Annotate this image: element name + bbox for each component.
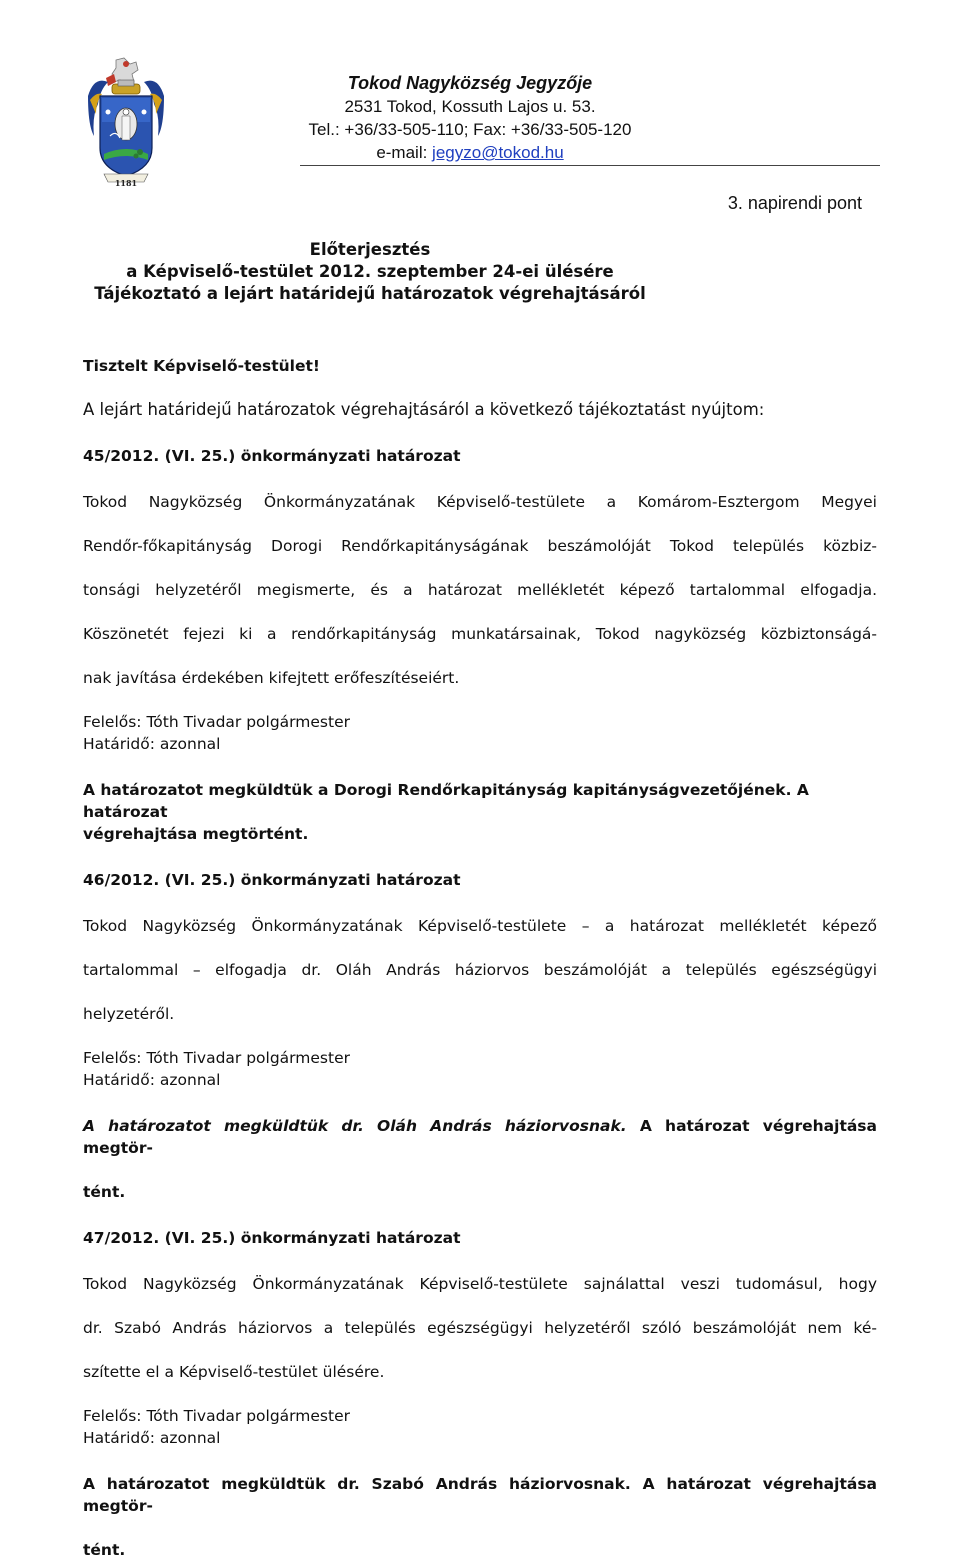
document-body xyxy=(83,355,877,1561)
document-subject: Tájékoztató a lejárt határidejű határozatok végrehajtásáról xyxy=(94,284,646,303)
greeting: Tisztelt Képviselő-testület! xyxy=(83,357,320,375)
meeting-reference: a Képviselő-testület 2012. szeptember 24-ei ülésére xyxy=(126,262,614,281)
resolution-heading: 45/2012. (VI. 25.) önkormányzati határozat xyxy=(83,447,461,465)
resolution-47 xyxy=(83,1227,877,1561)
issuer-phone-fax: Tel.: +36/33-505-110; Fax: +36/33-505-120 xyxy=(308,120,632,139)
resolution-line: tonsági helyzetéről megismerte, és a határozat mellékletét képező tartalommal elfogadja. xyxy=(83,581,877,599)
resolution-line: Tokod Nagyközség Önkormányzatának Képviselő-testülete sajnálattal veszi tudomásul, hogy xyxy=(83,1275,877,1293)
resolution-line: Rendőr-főkapitányság Dorogi Rendőrkapitányságának beszámolóját Tokod település közbiz- xyxy=(83,537,877,555)
outcome-rest: A határozat végrehajtása megtör- xyxy=(83,1117,877,1157)
resolution-line: helyzetéről. xyxy=(83,1005,175,1023)
deadline: Határidő: azonnal xyxy=(83,1429,221,1447)
email-label: e-mail: xyxy=(376,143,433,162)
municipal-crest-logo xyxy=(86,56,166,190)
crest-icon xyxy=(86,56,166,190)
resolution-46 xyxy=(83,869,877,1203)
resolution-45 xyxy=(83,445,877,845)
resolution-heading: 47/2012. (VI. 25.) önkormányzati határozat xyxy=(83,1229,461,1247)
deadline: Határidő: azonnal xyxy=(83,735,221,753)
outcome-italic: A határozatot megküldtük dr. Oláh András háziorvosnak. xyxy=(83,1117,627,1135)
agenda-item-label: 3. napirendi pont xyxy=(727,193,862,213)
outcome-line: A határozatot megküldtük a Dorogi Rendőrkapitányság kapitányságvezetőjének. A határozat xyxy=(83,781,809,821)
intro-paragraph: A lejárt határidejű határozatok végrehajtásáról a következő tájékoztatást nyújtom: xyxy=(83,400,765,419)
email-link[interactable]: jegyzo@tokod.hu xyxy=(432,143,564,162)
resolution-line: nak javítása érdekében kifejtett erőfeszítéseiért. xyxy=(83,669,460,687)
resolution-line: Köszönetét fejezi ki a rendőrkapitányság munkatársainak, Tokod nagyközség közbiztonságá- xyxy=(83,625,877,643)
resolution-line: Tokod Nagyközség Önkormányzatának Képviselő-testülete a Komárom-Esztergom Megyei xyxy=(83,493,877,511)
outcome-line: végrehajtása megtörtént. xyxy=(83,825,309,843)
resolution-line: szítette el a Képviselő-testület ülésére. xyxy=(83,1363,385,1381)
document-type: Előterjesztés xyxy=(309,240,431,259)
deadline: Határidő: azonnal xyxy=(83,1071,221,1089)
document-title-block xyxy=(80,239,660,305)
issuer-address: 2531 Tokod, Kossuth Lajos u. 53. xyxy=(344,97,596,116)
responsible-person: Felelős: Tóth Tivadar polgármester xyxy=(83,713,350,731)
issuer-email-line xyxy=(300,141,640,164)
outcome-line: A határozatot megküldtük dr. Szabó András háziorvosnak. A határozat végrehajtása megtör- xyxy=(83,1475,877,1515)
responsible-person: Felelős: Tóth Tivadar polgármester xyxy=(83,1407,350,1425)
header-divider xyxy=(300,165,880,166)
crest-year: 1181 xyxy=(114,178,138,188)
outcome-line: tént. xyxy=(83,1183,126,1201)
resolution-line: dr. Szabó András háziorvos a település egészségügyi helyzetéről szóló beszámolóját nem ké- xyxy=(83,1319,877,1337)
outcome-line: tént. xyxy=(83,1541,126,1559)
responsible-person: Felelős: Tóth Tivadar polgármester xyxy=(83,1049,350,1067)
outcome-line xyxy=(83,1115,877,1181)
resolution-line: tartalommal – elfogadja dr. Oláh András háziorvos beszámolóját a település egészségügyi xyxy=(83,961,877,979)
issuer-title: Tokod Nagyközség Jegyzője xyxy=(347,73,593,93)
resolution-line: Tokod Nagyközség Önkormányzatának Képviselő-testülete – a határozat mellékletét képező xyxy=(83,917,877,935)
letterhead xyxy=(300,72,640,164)
resolution-heading: 46/2012. (VI. 25.) önkormányzati határozat xyxy=(83,871,461,889)
